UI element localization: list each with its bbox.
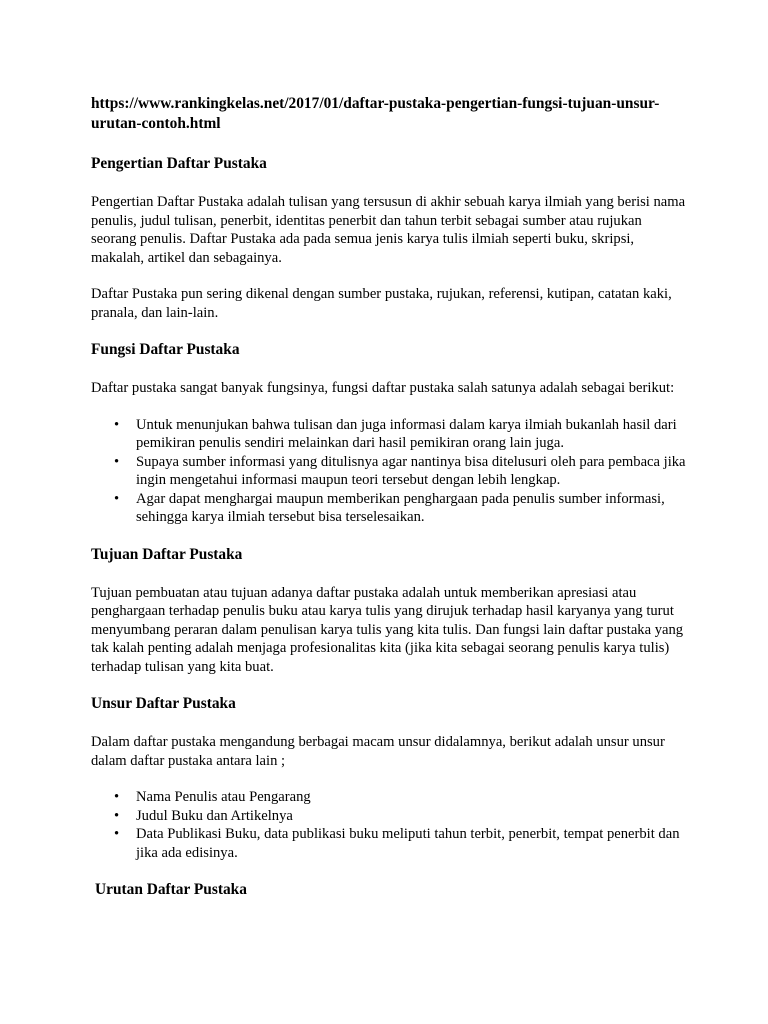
- list-item: [114, 416, 688, 453]
- paragraph-pengertian-2: Daftar Pustaka pun sering dikenal dengan sumber pustaka, rujukan, referensi, kutipan, catatan kaki, pranala, dan lain-lain.: [91, 286, 672, 321]
- bullet-icon: •: [114, 826, 120, 842]
- paragraph-unsur-intro: Dalam daftar pustaka mengandung berbagai macam unsur didalamnya, berikut adalah unsur unsur dalam daftar pustaka antara lain ;: [91, 734, 665, 769]
- list-item: [114, 825, 688, 862]
- paragraph-fungsi-intro: Daftar pustaka sangat banyak fungsinya, fungsi daftar pustaka salah satunya adalah sebagai berikut:: [91, 380, 675, 396]
- heading-unsur: Unsur Daftar Pustaka: [91, 695, 236, 712]
- heading-fungsi: Fungsi Daftar Pustaka: [91, 341, 240, 358]
- list-item-text: Nama Penulis atau Pengarang: [136, 789, 311, 805]
- heading-tujuan: Tujuan Daftar Pustaka: [91, 545, 243, 563]
- list-unsur: [91, 788, 688, 862]
- bullet-icon: •: [114, 807, 120, 824]
- bullet-icon: •: [114, 416, 120, 433]
- list-item-text: Judul Buku dan Artikelnya: [136, 807, 293, 824]
- list-item-text: Agar dapat menghargai maupun memberikan penghargaan pada penulis sumber informasi, sehingga karya ilmiah tersebut bisa terselesaikan.: [136, 490, 665, 525]
- source-url: https://www.rankingkelas.net/2017/01/daftar-pustaka-pengertian-fungsi-tujuan-unsur-urutan-contoh.html: [91, 95, 660, 132]
- paragraph-pengertian-1: Pengertian Daftar Pustaka adalah tulisan yang tersusun di akhir sebuah karya ilmiah yang berisi nama penulis, judul tulisan, penerbit, identitas penerbit dan tahun terbit sebagai sumber atau rujukan seorang penulis. Daftar Pustaka ada pada semua jenis karya tulis ilmiah seperti buku, skripsi, makalah, artikel dan sebagainya.: [91, 194, 686, 266]
- bullet-icon: •: [114, 490, 120, 507]
- paragraph-tujuan: Tujuan pembuatan atau tujuan adanya daftar pustaka adalah untuk memberikan apresiasi atau penghargaan terhadap penulis buku atau karya tulis yang dirujuk terhadap hasil karyanya yang turut menyumbang peraran dalam penulisan karya tulis yang kita tulis. Dan fungsi lain daftar pustaka yang tak kalah penting adalah menjaga profesionalitas kita (jika kita sebagai seorang penulis karya tulis) terhadap tulisan yang kita buat.: [91, 584, 684, 675]
- list-item-text: Supaya sumber informasi yang ditulisnya agar nantinya bisa ditelusuri oleh para pembaca jika ingin mengetahui informasi maupun teori tersebut dengan lebih lengkap.: [136, 453, 686, 488]
- list-item-text: Untuk menunjukan bahwa tulisan dan juga informasi dalam karya ilmiah bukanlah hasil dari pemikiran penulis sendiri melainkan dari hasil pemikiran orang lain juga.: [136, 416, 677, 451]
- list-fungsi: [91, 416, 688, 527]
- heading-pengertian: Pengertian Daftar Pustaka: [91, 155, 267, 172]
- list-item: [114, 453, 688, 490]
- list-item: [114, 788, 688, 807]
- bullet-icon: •: [114, 453, 120, 470]
- list-item-text: Data Publikasi Buku, data publikasi buku meliputi tahun terbit, penerbit, tempat penerbit dan jika ada edisinya.: [136, 826, 680, 861]
- list-item: [114, 807, 688, 826]
- heading-urutan: Urutan Daftar Pustaka: [95, 881, 247, 898]
- bullet-icon: •: [114, 789, 120, 805]
- list-item: [114, 490, 688, 527]
